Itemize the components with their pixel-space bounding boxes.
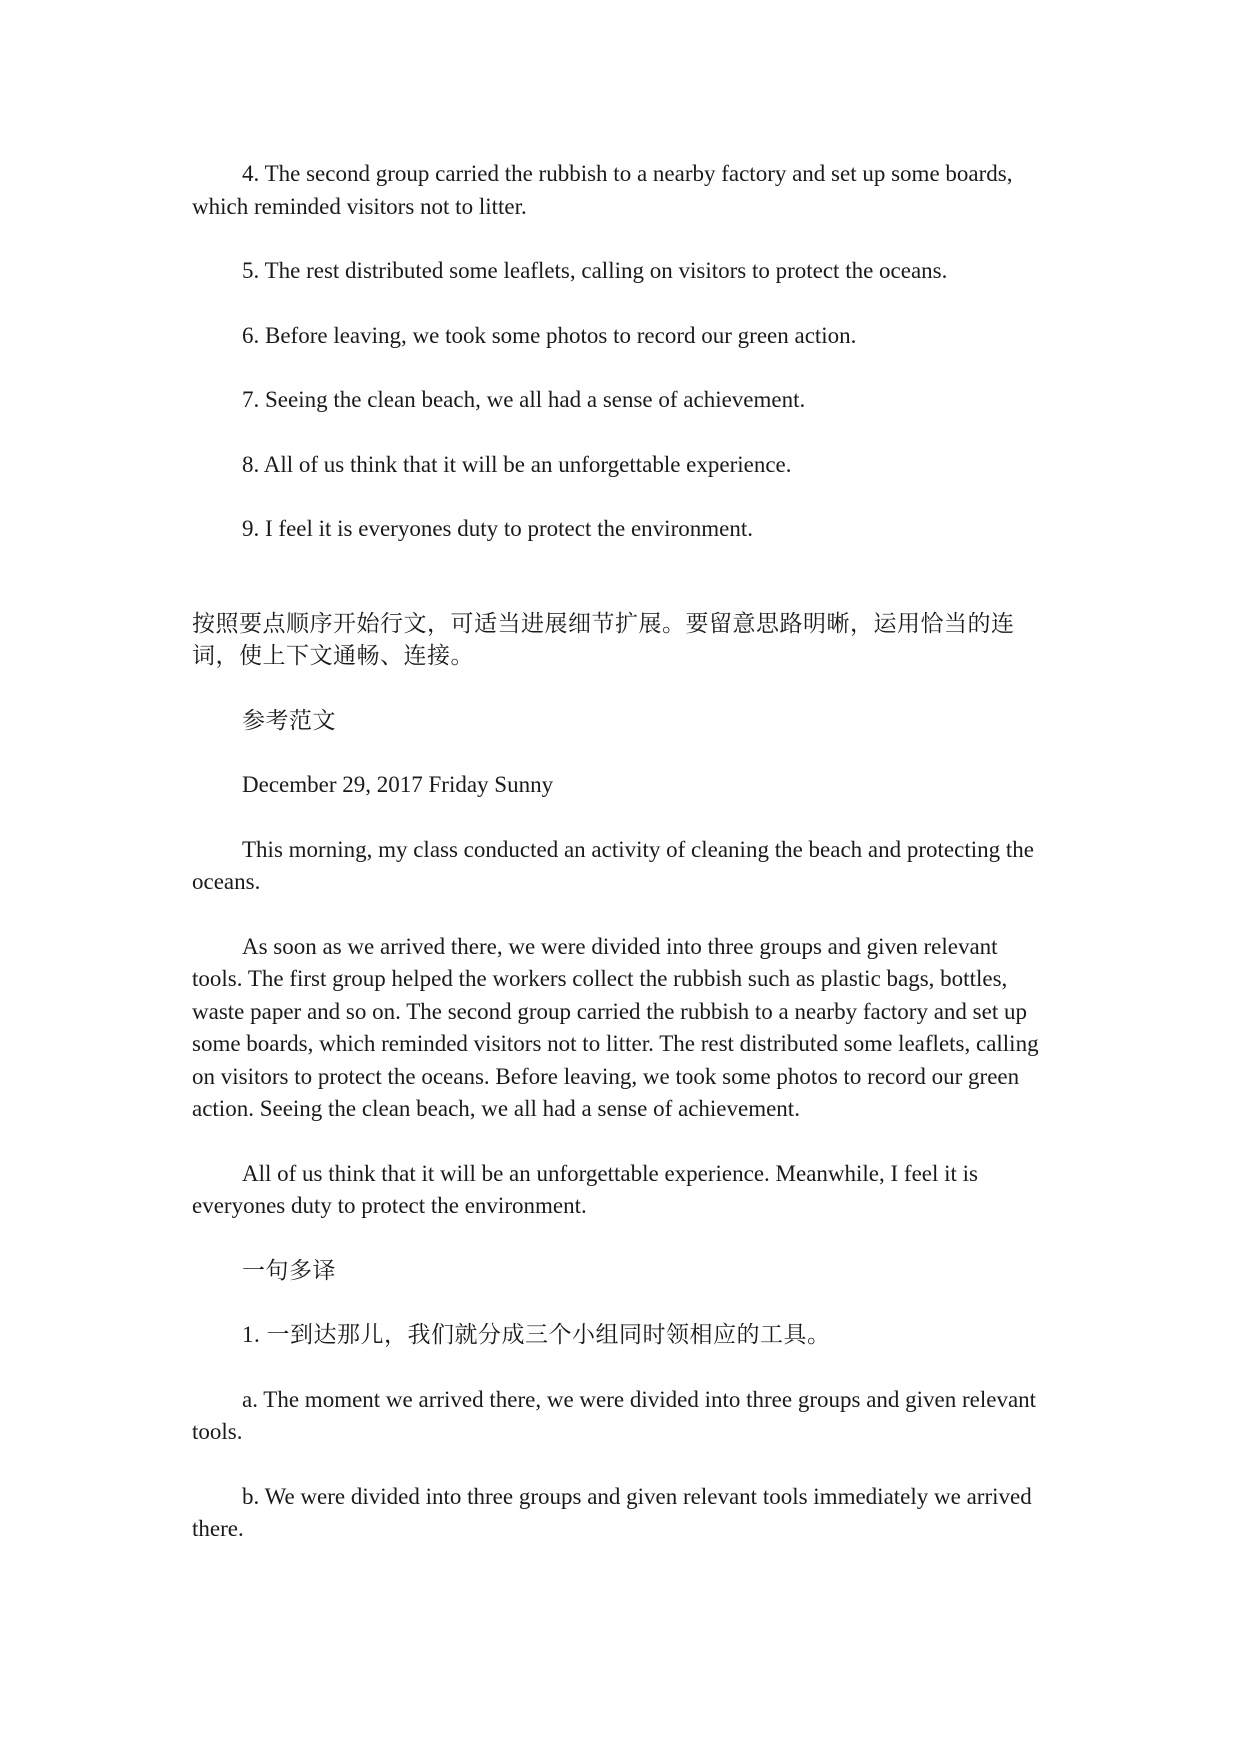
- point-9: 9. I feel it is everyones duty to protect the environment.: [242, 516, 753, 541]
- essay-paragraph-2: As soon as we arrived there, we were divided into three groups and given relevant tools. The first group helped the workers collect the rubbish such as plastic bags, bottles, waste paper and so on. The second group carried the rubbish to a nearby factory and set up some boards, which reminded visitors not to litter. The rest distributed some leaflets, calling on visitors to protect the oceans. Before leaving, we took some photos to record our green action. Seeing the clean beach, we all had a sense of achievement.: [192, 933, 1039, 1121]
- sample-essay-heading: 参考范文: [242, 707, 336, 733]
- point-4: 4. The second group carried the rubbish to a nearby factory and set up some boards, which reminded visitors not to litter.: [192, 161, 1013, 219]
- point-5: 5. The rest distributed some leaflets, calling on visitors to protect the oceans.: [242, 258, 948, 283]
- point-8: 8. All of us think that it will be an unforgettable experience.: [242, 451, 792, 477]
- writing-guidance: 按照要点顺序开始行文，可适当进展细节扩展。要留意思路明晰，运用恰当的连词，使上下文通畅、连接。: [192, 610, 1015, 668]
- point-7: 7. Seeing the clean beach, we all had a sense of achievement.: [242, 387, 806, 412]
- essay-paragraph-1: This morning, my class conducted an activity of cleaning the beach and protecting the oceans.: [192, 836, 1034, 894]
- document-page: [192, 158, 1052, 1578]
- diary-date-line: December 29, 2017 Friday Sunny: [242, 772, 554, 797]
- multiple-translations-heading: 一句多译: [242, 1257, 336, 1283]
- translation-sentence-1: 1. 一到达那儿，我们就分成三个小组同时领相应的工具。: [242, 1322, 831, 1347]
- essay-paragraph-3: All of us think that it will be an unforgettable experience. Meanwhile, I feel it is everyones duty to protect the environment.: [192, 1160, 978, 1218]
- translation-option-a: a. The moment we arrived there, we were divided into three groups and given relevant tools.: [192, 1386, 1037, 1444]
- point-6: 6. Before leaving, we took some photos to record our green action.: [242, 322, 857, 348]
- translation-option-b: b. We were divided into three groups and given relevant tools immediately we arrived there.: [192, 1483, 1032, 1541]
